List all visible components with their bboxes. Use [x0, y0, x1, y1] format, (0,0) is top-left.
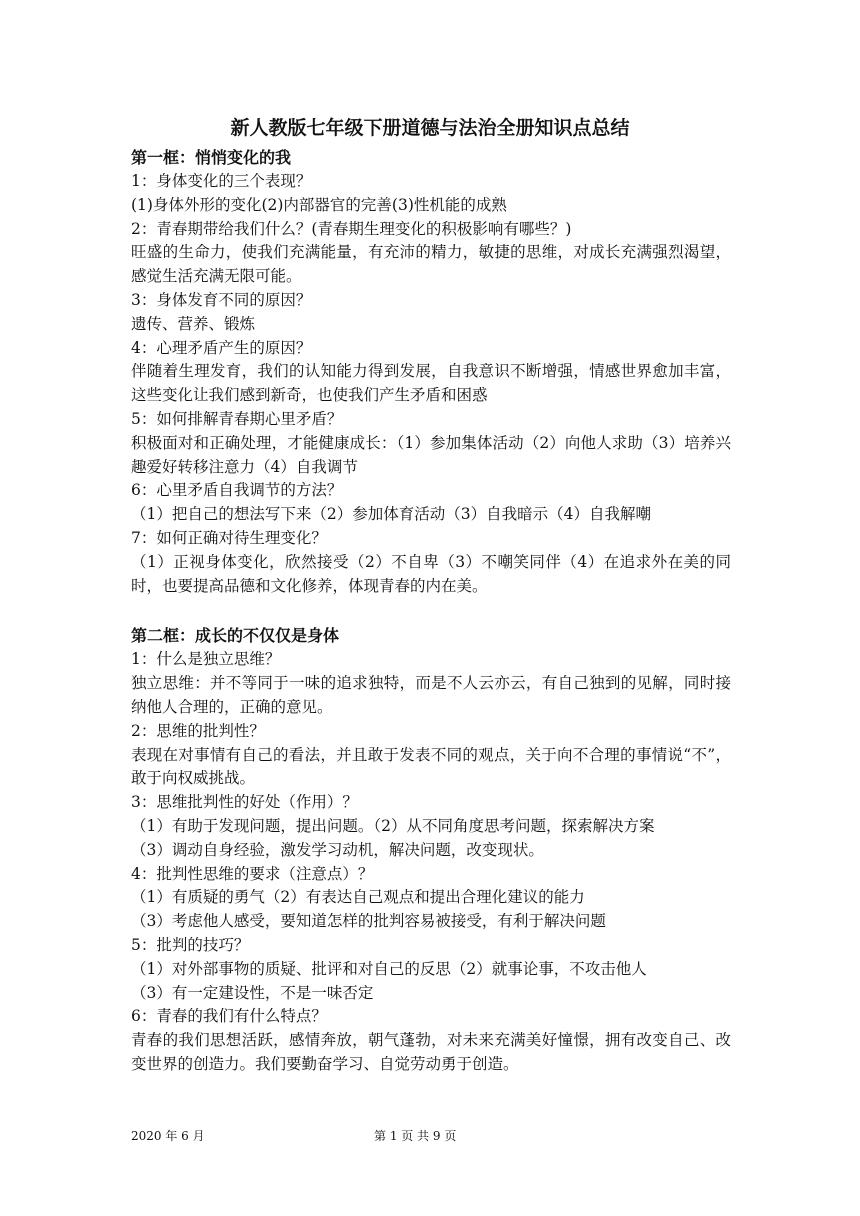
section-heading: 第一框：悄悄变化的我 — [131, 148, 292, 167]
footer-page-number: 第 1 页 共 9 页 — [374, 1129, 457, 1143]
question-line: 1：什么是独立思维？ — [131, 650, 281, 669]
question-line: 2：思维的批判性？ — [131, 721, 265, 740]
footer-date: 2020 年 6 月 — [131, 1129, 205, 1143]
answer-line: （1）有质疑的勇气（2）有表达自己观点和提出合理化建议的能力 — [131, 888, 585, 907]
question-line: 3：身体发育不同的原因？ — [131, 290, 312, 309]
section-heading: 第二框：成长的不仅仅是身体 — [131, 626, 340, 646]
answer-line: 积极面对和正确处理，才能健康成长：（1）参加集体活动（2）向他人求助（3）培养兴趣爱好转移注意力（4）自我调节 — [131, 433, 731, 476]
document-body — [131, 146, 731, 1077]
answer-line: 表现在对事情有自己的看法，并且敢于发表不同的观点，关于向不合理的事情说“不”，敢于向权威挑战。 — [131, 745, 731, 788]
answer-line: 独立思维：并不等同于一味的追求独特，而是不人云亦云，有自己独到的见解，同时接纳他人合理的，正确的意见。 — [131, 674, 731, 716]
question-line: 4：批判性思维的要求（注意点）？ — [131, 864, 374, 883]
answer-line: 伴随着生理发育，我们的认知能力得到发展，自我意识不断增强，情感世界愈加丰富，这些变化让我们感到新奇，也使我们产生矛盾和困惑 — [131, 362, 731, 405]
answer-line: （1）正视身体变化，欣然接受（2）不自卑（3）不嘲笑同伴（4）在追求外在美的同时，也要提高品德和文化修养，体现青春的内在美。 — [131, 552, 731, 595]
question-line: 7：如何正确对待生理变化？ — [131, 528, 327, 547]
question-line: 3：思维批判性的好处（作用）？ — [131, 793, 358, 812]
answer-line: （3）调动自身经验，激发学习动机，解决问题，改变现状。 — [131, 840, 544, 859]
question-line: 1：身体变化的三个表现？ — [131, 172, 312, 190]
section-2 — [131, 624, 731, 1076]
answer-line: (1)身体外形的变化(2)内部器官的完善(3)性机能的成熟 — [131, 195, 507, 214]
question-line: 2：青春期带给我们什么？(青春期生理变化的积极影响有哪些？) — [131, 219, 572, 238]
answer-line: 青春的我们思想活跃，感情奔放，朝气蓬勃，对未来充满美好憧憬，拥有改变自己、改变世界的创造力。我们要勤奋学习、自觉劳动勇于创造。 — [131, 1031, 731, 1073]
answer-line: 遗传、营养、锻炼 — [131, 314, 256, 333]
question-line: 6：青春的我们有什么特点？ — [131, 1007, 327, 1026]
answer-line: 旺盛的生命力，使我们充满能量，有充沛的精力，敏捷的思维，对成长充满强烈渴望，感觉生活充满无限可能。 — [131, 243, 731, 286]
answer-line: （1）把自己的想法写下来（2）参加体育活动（3）自我暗示（4）自我解嘲 — [131, 505, 651, 524]
answer-line: （3）有一定建设性，不是一味否定 — [131, 983, 374, 1002]
answer-line: （3）考虑他人感受，要知道怎样的批判容易被接受，有利于解决问题 — [131, 912, 606, 931]
document-title: 新人教版七年级下册道德与法治全册知识点总结 — [230, 117, 630, 139]
section-spacer — [131, 598, 731, 624]
section-1 — [131, 146, 731, 598]
question-line: 6：心里矛盾自我调节的方法？ — [131, 481, 343, 500]
question-line: 5：如何排解青春期心里矛盾？ — [131, 409, 343, 428]
question-line: 4：心理矛盾产生的原因？ — [131, 338, 312, 357]
answer-line: （1）有助于发现问题，提出问题。（2）从不同角度思考问题，探索解决方案 — [131, 816, 655, 835]
question-line: 5：批判的技巧？ — [131, 935, 250, 954]
answer-line: （1）对外部事物的质疑、批评和对自己的反思（2）就事论事，不攻击他人 — [131, 959, 647, 978]
